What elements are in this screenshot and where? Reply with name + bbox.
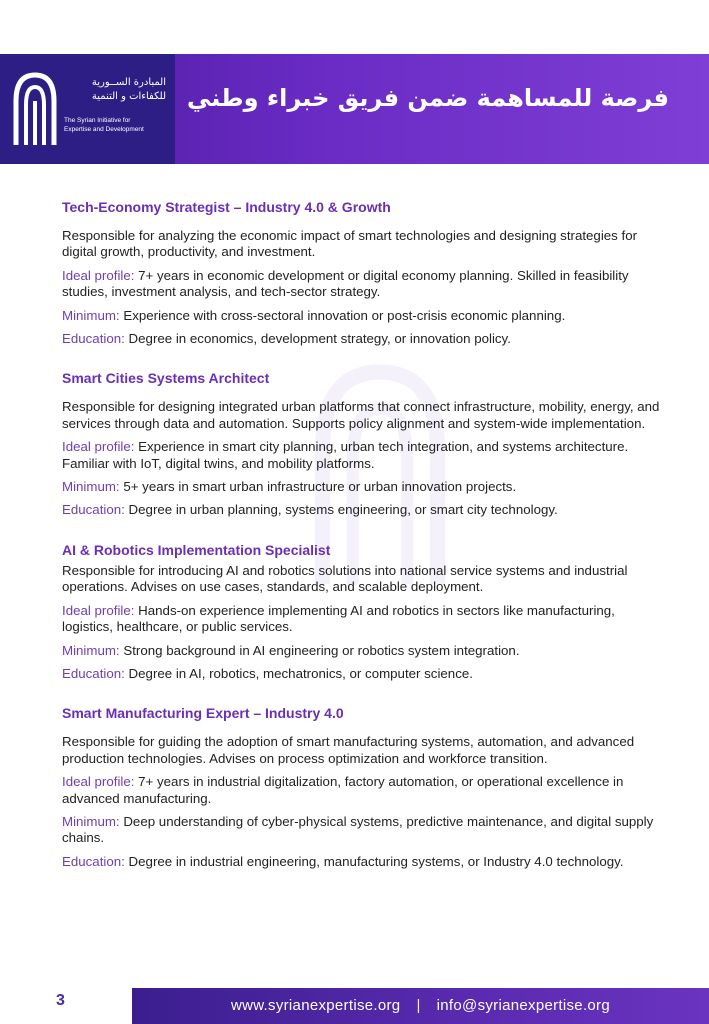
- minimum-label: Minimum:: [62, 479, 120, 495]
- ideal-profile: [62, 603, 662, 636]
- logo-arch-icon: [12, 71, 58, 147]
- education-requirement: [62, 666, 662, 682]
- ideal-profile: [62, 439, 662, 472]
- job-title: AI & Robotics Implementation Specialist: [62, 541, 331, 558]
- job-title: Tech-Economy Strategist – Industry 4.0 & Growth: [62, 199, 391, 215]
- ideal-profile-label: Ideal profile:: [62, 602, 135, 618]
- education-label: Education:: [62, 502, 125, 518]
- minimum-requirement: [62, 643, 662, 659]
- education-requirement: [62, 331, 662, 347]
- header-title: فرصة للمساهمة ضمن فريق خبراء وطني: [186, 84, 669, 112]
- job-description: Responsible for guiding the adoption of smart manufacturing systems, automation, and advanced production technologies. Advises on process optimization and workforce transition.: [62, 734, 635, 766]
- minimum-text: Experience with cross-sectoral innovation or post-crisis economic planning.: [123, 307, 566, 323]
- logo-arabic-line: للكفاءات و التنمية: [91, 91, 166, 102]
- ideal-profile-label: Ideal profile:: [62, 774, 135, 790]
- minimum-label: Minimum:: [62, 642, 120, 658]
- email-link[interactable]: info@syrianexpertise.org: [436, 997, 610, 1014]
- ideal-profile: [62, 774, 662, 807]
- job-section: [62, 704, 662, 870]
- minimum-text: 5+ years in smart urban infrastructure or urban innovation projects.: [123, 479, 517, 495]
- footer-separator: |: [416, 997, 421, 1014]
- education-text: Degree in economics, development strategy, or innovation policy.: [128, 331, 511, 347]
- ideal-profile-label: Ideal profile:: [62, 439, 135, 455]
- website-link[interactable]: www.syrianexpertise.org: [230, 997, 401, 1014]
- education-text: Degree in industrial engineering, manufacturing systems, or Industry 4.0 technology.: [128, 853, 624, 869]
- education-requirement: [62, 854, 662, 870]
- minimum-label: Minimum:: [62, 307, 120, 323]
- job-description: Responsible for introducing AI and robotics solutions into national service systems and industrial operations. Advises on use cases, standards, and scalable deployment.: [62, 562, 628, 595]
- education-text: Degree in AI, robotics, mechatronics, or computer science.: [128, 665, 473, 681]
- job-list: [62, 198, 662, 892]
- education-text: Degree in urban planning, systems engineering, or smart city technology.: [128, 502, 558, 518]
- minimum-label: Minimum:: [62, 813, 120, 829]
- page-footer: [132, 988, 709, 1024]
- job-section: [62, 541, 662, 682]
- logo-english-text: [64, 116, 170, 134]
- page-number: 3: [56, 992, 65, 1009]
- minimum-requirement: [62, 308, 662, 324]
- education-label: Education:: [62, 853, 125, 869]
- minimum-text: Deep understanding of cyber-physical systems, predictive maintenance, and digital supply chains.: [62, 813, 654, 846]
- minimum-requirement: [62, 814, 662, 847]
- education-label: Education:: [62, 665, 125, 681]
- education-requirement: [62, 502, 662, 518]
- education-label: Education:: [62, 331, 125, 347]
- page-header: [0, 54, 709, 164]
- ideal-profile-text: 7+ years in economic development or digital economy planning. Skilled in feasibility studies, investment analysis, and tech-sector strategy.: [62, 267, 629, 300]
- logo: [0, 54, 175, 164]
- job-title: Smart Manufacturing Expert – Industry 4.0: [62, 705, 344, 722]
- job-description: Responsible for designing integrated urban platforms that connect infrastructure, mobility, energy, and services through data and automation. Supports policy alignment and system-wide implementation.: [62, 399, 660, 431]
- job-title: Smart Cities Systems Architect: [62, 370, 270, 387]
- logo-arabic-text: [64, 76, 166, 104]
- ideal-profile: [62, 268, 662, 301]
- job-description: Responsible for analyzing the economic impact of smart technologies and designing strategies for digital growth, productivity, and investment.: [62, 228, 638, 260]
- ideal-profile-text: Hands-on experience implementing AI and robotics in sectors like manufacturing, logistics, healthcare, or public services.: [62, 602, 615, 635]
- ideal-profile-label: Ideal profile:: [62, 267, 135, 283]
- ideal-profile-text: 7+ years in industrial digitalization, factory automation, or operational excellence in advanced manufacturing.: [62, 774, 624, 806]
- job-section: [62, 198, 662, 347]
- logo-arabic-line: المبادرة الســورية: [91, 77, 166, 88]
- logo-english-line: Expertise and Development: [64, 126, 144, 133]
- minimum-text: Strong background in AI engineering or robotics system integration.: [123, 642, 520, 658]
- job-section: [62, 369, 662, 518]
- ideal-profile-text: Experience in smart city planning, urban tech integration, and systems architecture. Familiar with IoT, digital twins, and mobility platforms.: [62, 439, 629, 471]
- logo-english-line: The Syrian Initiative for: [64, 117, 131, 124]
- minimum-requirement: [62, 479, 662, 495]
